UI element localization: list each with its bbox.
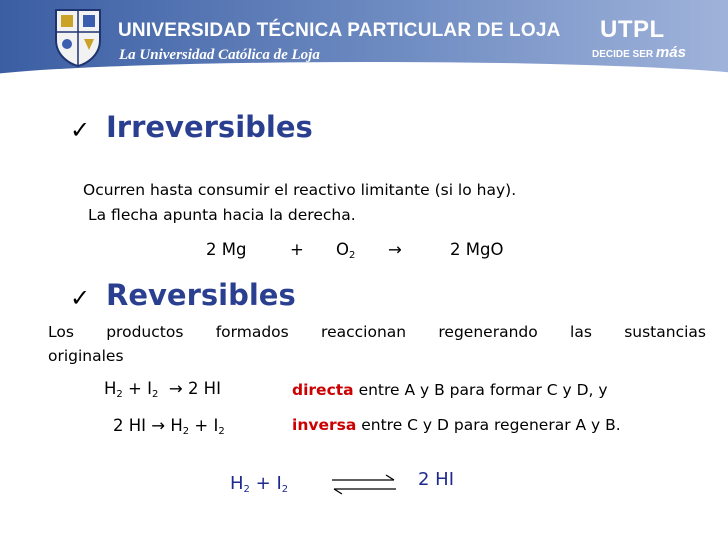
checkmark-icon: ✓ [70,116,91,144]
checkmark-icon: ✓ [70,284,91,312]
equilibrium-arrows-icon [328,474,400,496]
direct-equation: $H_2 + I_2 \to 2$ HI [104,379,221,400]
arrow-right-icon: → [168,379,183,398]
inverse-keyword: inversa [292,416,357,434]
university-name: UNIVERSIDAD TÉCNICA PARTICULAR DE LOJA [118,20,561,41]
equilibrium-reactants: $H_2 + I_2$ [230,473,289,495]
inverse-description: inversa entre C y D para regenerar A y B. [292,416,621,434]
slogan [592,44,686,61]
irreversibles-heading: Irreversibles [106,110,313,144]
direct-keyword: directa [292,381,354,399]
reversibles-heading: Reversibles [106,278,296,312]
eq-plus: + [290,240,304,259]
arrow-right-icon: → [388,240,402,259]
slogan-word: más [655,44,686,61]
eq-reactant-2: $O_2$ [336,240,356,261]
inverse-equation: 2 HI → $H_2 + I_2$ [113,416,225,437]
equilibrium-product: 2 HI [418,469,455,490]
reversibles-line2: originales [48,347,124,365]
reversibles-line1: Los productos formados reaccionan regenerando las sustancias [48,323,706,341]
university-subtitle: La Universidad Católica de Loja [119,47,320,63]
eq-product: 2 MgO [450,240,504,259]
crest-icon [52,6,104,68]
direct-description: directa entre A y B para formar C y D, y [292,381,608,399]
header-banner [0,0,728,78]
irreversibles-line1: Ocurren hasta consumir el reactivo limitante (si lo hay). [83,181,517,199]
irreversibles-line2: La flecha apunta hacia la derecha. [88,206,356,224]
utpl-logo: UTPL [600,16,665,43]
arrow-right-icon: → [151,416,166,435]
banner-curve [0,62,728,78]
slogan-prefix: DECIDE SER [592,49,654,60]
eq-reactant-1: 2 Mg [206,240,247,259]
